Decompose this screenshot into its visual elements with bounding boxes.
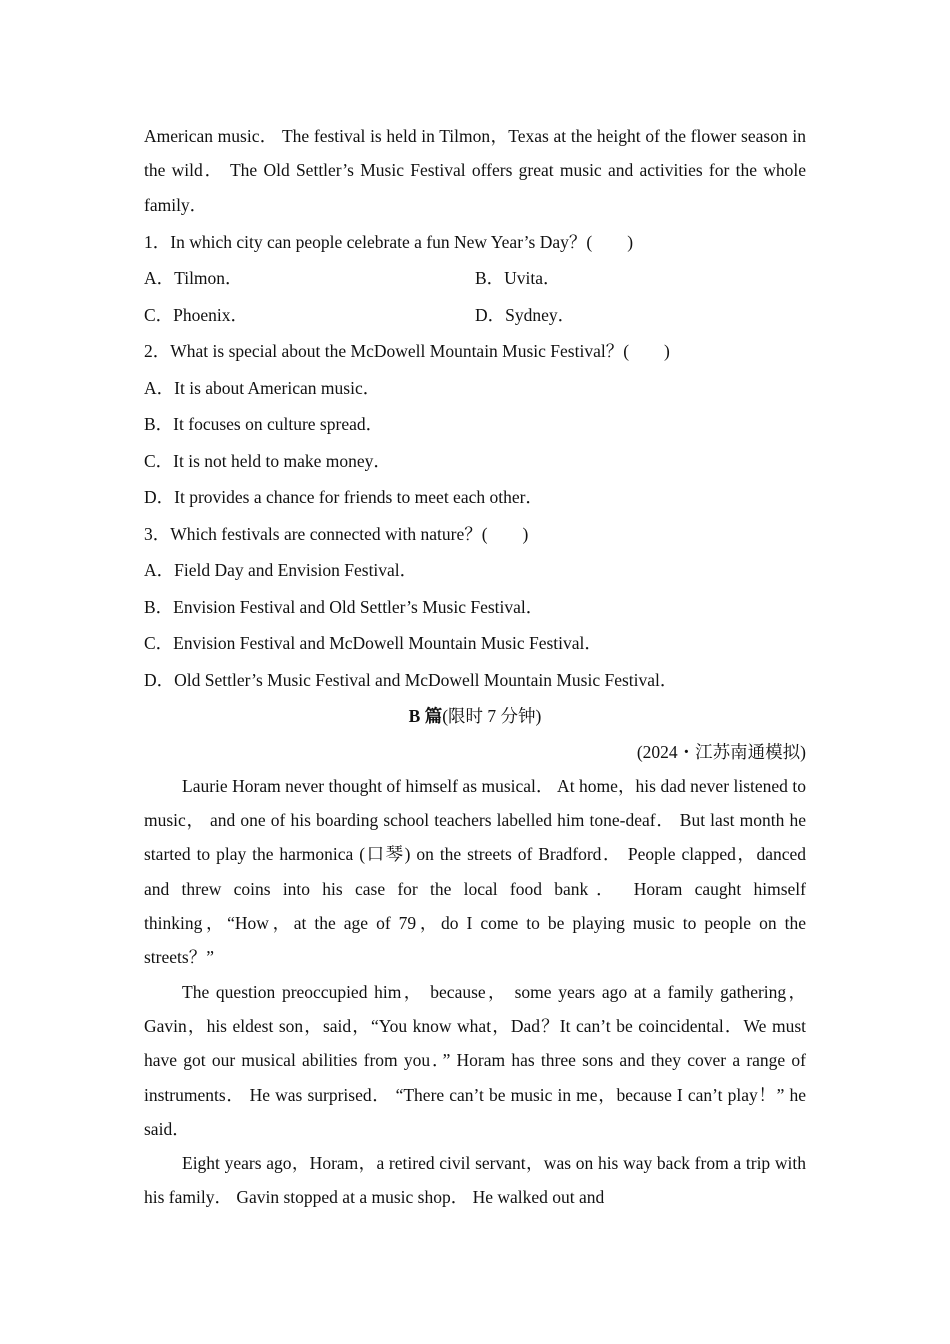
document-page [144,119,806,1215]
option-a[interactable]: A．Tilmon． [144,268,243,289]
question-3 [144,516,806,699]
option-b[interactable]: B．Envision Festival and Old Settler’s Music Festival． [144,596,544,617]
option-d[interactable]: D．Old Settler’s Music Festival and McDowell Mountain Music Festival． [144,669,678,690]
passage-b-paragraph: Eight years ago，Horam，a retired civil servant，was on his way back from a trip with his family． Gavin stopped at a music shop． He walked out and [144,1153,806,1208]
passage-b-paragraph: The question preoccupied him， because， some years ago at a family gathering，Gavin，his eldest son，said，“You know what，Dad？It can’t be coincidental．We must have got our musical abilities from you．” Horam has three sons and they cover a range of instruments． He was surprised． “There can’t be music in me，because I can’t play！” he said． [144,981,806,1139]
option-d[interactable]: D．Sydney． [475,304,576,325]
question-2 [144,333,806,516]
option-c[interactable]: C．Phoenix． [144,304,249,325]
option-b[interactable]: B．Uvita． [475,268,561,289]
question-1 [144,224,806,334]
option-d[interactable]: D．It provides a chance for friends to meet each other． [144,487,543,508]
options-row [144,260,806,297]
options-row [144,297,806,334]
question-stem: 3．Which festivals are connected with nature？( ) [144,523,529,544]
passage-b-paragraph: Laurie Horam never thought of himself as musical． At home，his dad never listened to music， and one of his boarding school teachers labelled him tone-deaf． But last month he started to play the harmonica (口琴) on the streets of Bradford． People clapped，danced and threw coins into his case for the local food bank． Horam caught himself thinking，“How，at the age of 79，do I come to be playing music to people on the streets？” [144,775,806,968]
option-a[interactable]: A．It is about American music． [144,377,381,398]
question-stem: 2．What is special about the McDowell Mountain Music Festival？( ) [144,341,670,362]
option-b[interactable]: B．It focuses on culture spread． [144,414,384,435]
section-b-time-limit: (限时 7 分钟) [442,706,542,727]
section-b-label: B 篇 [408,706,443,727]
question-stem: 1．In which city can people celebrate a fun New Year’s Day？( ) [144,231,634,252]
option-c[interactable]: C．Envision Festival and McDowell Mountain Music Festival． [144,633,602,654]
option-c[interactable]: C．It is not held to make money． [144,450,391,471]
section-b-title [144,698,806,735]
passage-a-tail: American music． The festival is held in Tilmon，Texas at the height of the flower season in the wild． The Old Settler’s Music Festival offers great music and activities for the whole family． [144,126,806,215]
option-a[interactable]: A．Field Day and Envision Festival． [144,560,418,581]
section-b-source: (2024・江苏南通模拟) [636,741,806,762]
